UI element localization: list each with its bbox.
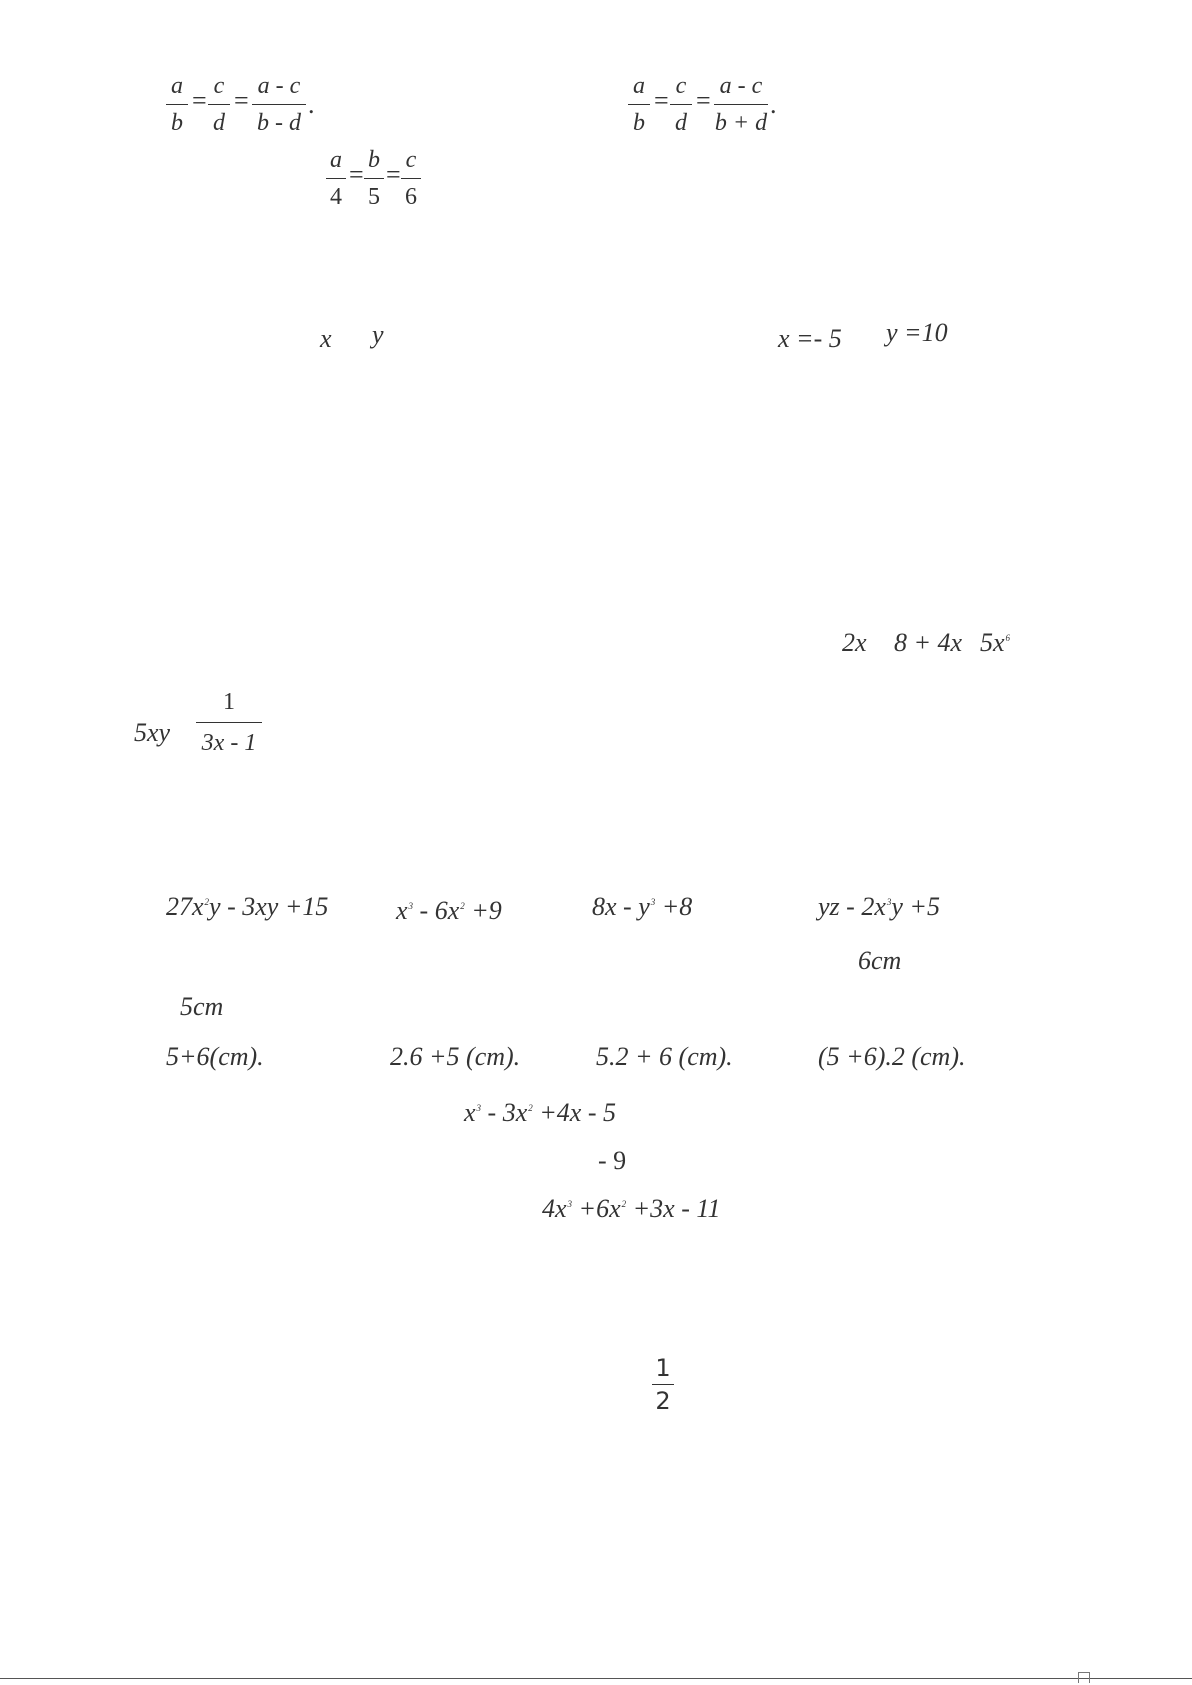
numerator: a — [171, 73, 183, 99]
answer-c: 5.2 + 6 (cm). — [596, 1042, 733, 1071]
denominator: b — [633, 110, 645, 136]
term-8-plus-4x: 8 + 4x — [894, 628, 963, 657]
poly-part: +3x - 11 — [626, 1194, 721, 1223]
denominator: 5 — [368, 184, 380, 210]
term-5xy: 5xy — [134, 718, 171, 747]
length-6cm: 6cm — [858, 946, 902, 975]
frac-b-5 — [364, 148, 384, 209]
option-d-polynomial — [818, 894, 940, 920]
numerator: a — [330, 147, 342, 173]
equals-sign: = — [696, 86, 711, 115]
answer-d: (5 +6).2 (cm). — [818, 1042, 966, 1071]
numerator: c — [405, 147, 417, 173]
frac-a-4 — [326, 148, 346, 209]
equals-sign: = — [349, 160, 364, 189]
var-x: x — [320, 324, 332, 353]
poly-part: 27x — [166, 892, 204, 921]
denominator: 2 — [655, 1387, 671, 1415]
frac-c-d-2 — [670, 74, 692, 135]
denominator: b - d — [257, 110, 301, 136]
numerator: a - c — [719, 73, 763, 99]
poly-part: x — [464, 1098, 476, 1127]
equals-sign: = — [386, 160, 401, 189]
equals-sign: = — [192, 86, 207, 115]
answer-b: 2.6 +5 (cm). — [390, 1042, 521, 1071]
denominator: d — [213, 110, 225, 136]
option-a-polynomial — [166, 894, 328, 920]
polynomial-2 — [542, 1196, 720, 1222]
minus-9: - 9 — [598, 1146, 627, 1175]
numerator: c — [675, 73, 687, 99]
poly-part: - 3x — [481, 1098, 528, 1127]
denominator: 6 — [405, 184, 417, 210]
exponent: 3 — [650, 897, 656, 908]
poly-part: +9 — [464, 896, 502, 925]
poly-part: +8 — [655, 892, 693, 921]
frac-c-6 — [401, 148, 421, 209]
denominator: 3x - 1 — [201, 730, 257, 756]
numerator: a — [633, 73, 645, 99]
frac-c-d-1 — [208, 74, 230, 135]
poly-part: y +5 — [891, 892, 940, 921]
y-value: y =10 — [886, 318, 948, 347]
poly-part: +4x - 5 — [532, 1098, 616, 1127]
frac-a-b-2 — [628, 74, 650, 135]
poly-part: yz - 2x — [818, 892, 886, 921]
polynomial-1 — [464, 1100, 616, 1126]
term-base: 5x — [980, 628, 1005, 657]
exponent: 3 — [886, 897, 892, 908]
exponent: 3 — [476, 1103, 482, 1114]
poly-part: - 6x — [413, 896, 460, 925]
period: . — [308, 90, 315, 119]
period: . — [770, 90, 777, 119]
numerator: 1 — [223, 689, 235, 715]
denominator: b — [171, 110, 183, 136]
frac-a-minus-c — [252, 74, 306, 135]
denominator: b + d — [714, 110, 768, 136]
poly-part: x — [396, 896, 408, 925]
denominator: 4 — [330, 184, 342, 210]
denominator: d — [675, 110, 687, 136]
frac-a-b-1 — [166, 74, 188, 135]
var-y: y — [372, 320, 384, 349]
x-value: x =- 5 — [778, 324, 842, 353]
frac-a-minus-c-over-b-plus-d — [714, 74, 768, 135]
numerator: a - c — [257, 73, 301, 99]
poly-part: 8x - y — [592, 892, 650, 921]
option-b-polynomial — [396, 898, 502, 924]
numerator: c — [213, 73, 225, 99]
exponent: 2 — [621, 1199, 627, 1210]
frac-one-half — [652, 1356, 674, 1413]
equals-sign: = — [654, 86, 669, 115]
poly-part: +6x — [572, 1194, 621, 1223]
exponent: 2 — [460, 901, 465, 912]
equals-sign: = — [234, 86, 249, 115]
corner-mark — [1078, 1672, 1090, 1683]
exponent: 3 — [408, 901, 414, 912]
exponent: 3 — [567, 1199, 573, 1210]
length-5cm: 5cm — [180, 992, 224, 1021]
page-bottom-rule — [0, 1678, 1192, 1679]
exponent: 2 — [204, 897, 210, 908]
frac-1-over-3x-1 — [196, 690, 262, 755]
poly-part: y - 3xy +15 — [209, 892, 329, 921]
term-2x: 2x — [842, 628, 867, 657]
numerator: 1 — [655, 1354, 671, 1382]
numerator: b — [368, 147, 380, 173]
answer-a: 5+6(cm). — [166, 1042, 264, 1071]
exponent: 6 — [1005, 633, 1011, 644]
option-c-polynomial — [592, 894, 692, 920]
poly-part: 4x — [542, 1194, 567, 1223]
exponent: 2 — [528, 1103, 533, 1114]
term-5x6 — [980, 630, 1010, 656]
